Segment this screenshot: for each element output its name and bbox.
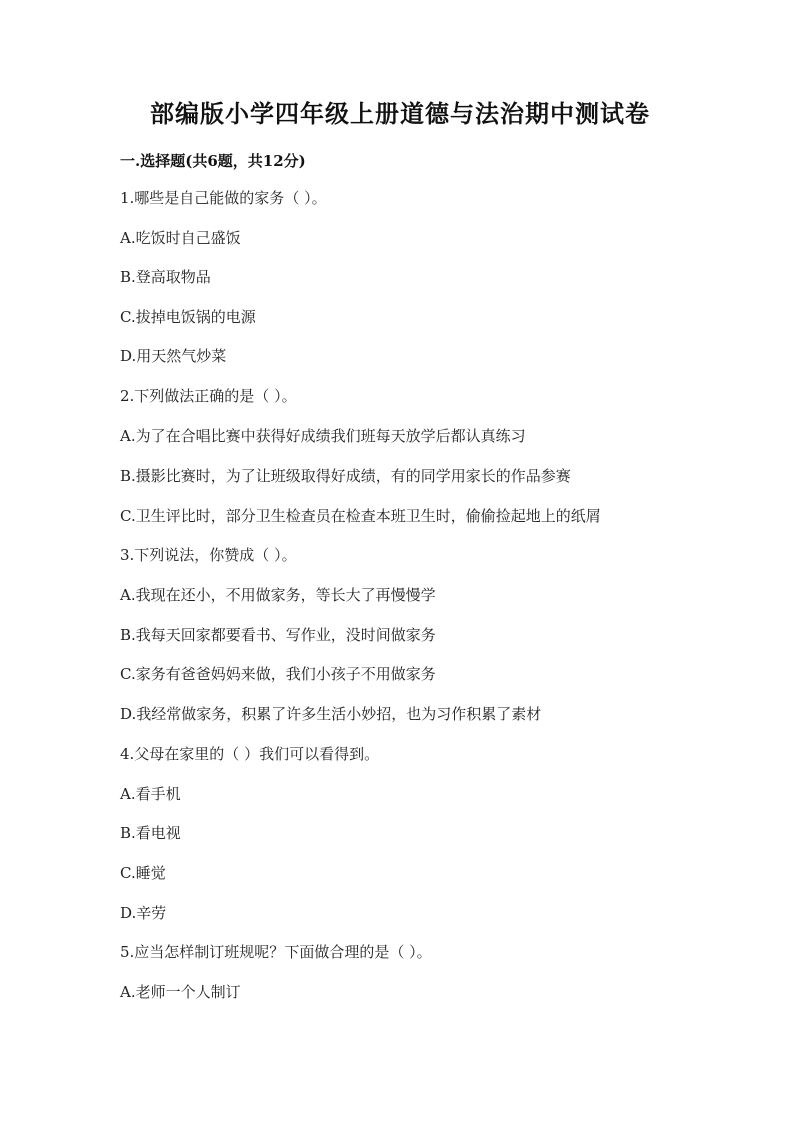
question-2-option-a: A.为了在合唱比赛中获得好成绩我们班每天放学后都认真练习	[120, 427, 526, 445]
question-2-option-b: B.摄影比赛时，为了让班级取得好成绩，有的同学用家长的作品参赛	[120, 467, 571, 485]
question-3-stem: 3.下列说法，你赞成（ ）。	[120, 546, 297, 564]
question-4-option-a: A.看手机	[120, 785, 181, 803]
question-2-stem: 2.下列做法正确的是（ ）。	[120, 387, 297, 405]
question-5-stem: 5.应当怎样制订班规呢？下面做合理的是（ ）。	[120, 943, 432, 961]
question-1-option-a: A.吃饭时自己盛饭	[120, 229, 241, 247]
question-3-option-b: B.我每天回家都要看书、写作业，没时间做家务	[120, 626, 436, 644]
question-1-option-d: D.用天然气炒菜	[120, 347, 227, 365]
question-4-option-d: D.辛劳	[120, 904, 167, 922]
question-2-option-c: C.卫生评比时，部分卫生检查员在检查本班卫生时，偷偷捡起地上的纸屑	[120, 507, 601, 525]
question-1-stem: 1.哪些是自己能做的家务（ ）。	[120, 189, 327, 207]
question-5-option-a: A.老师一个人制订	[120, 983, 241, 1001]
question-3-option-c: C.家务有爸爸妈妈来做，我们小孩子不用做家务	[120, 665, 436, 683]
question-3-option-d: D.我经常做家务，积累了许多生活小妙招，也为习作积累了素材	[120, 705, 542, 723]
question-4-option-c: C.睡觉	[120, 864, 166, 882]
question-1-option-c: C.拔掉电饭锅的电源	[120, 308, 256, 326]
question-4-stem: 4.父母在家里的（ ）我们可以看得到。	[120, 745, 380, 763]
question-3-option-a: A.我现在还小，不用做家务，等长大了再慢慢学	[120, 586, 436, 604]
page-title: 部编版小学四年级上册道德与法治期中测试卷	[150, 99, 650, 128]
section-heading: 一.选择题(共6题，共12分)	[120, 152, 306, 170]
question-1-option-b: B.登高取物品	[120, 268, 211, 286]
question-4-option-b: B.看电视	[120, 824, 181, 842]
